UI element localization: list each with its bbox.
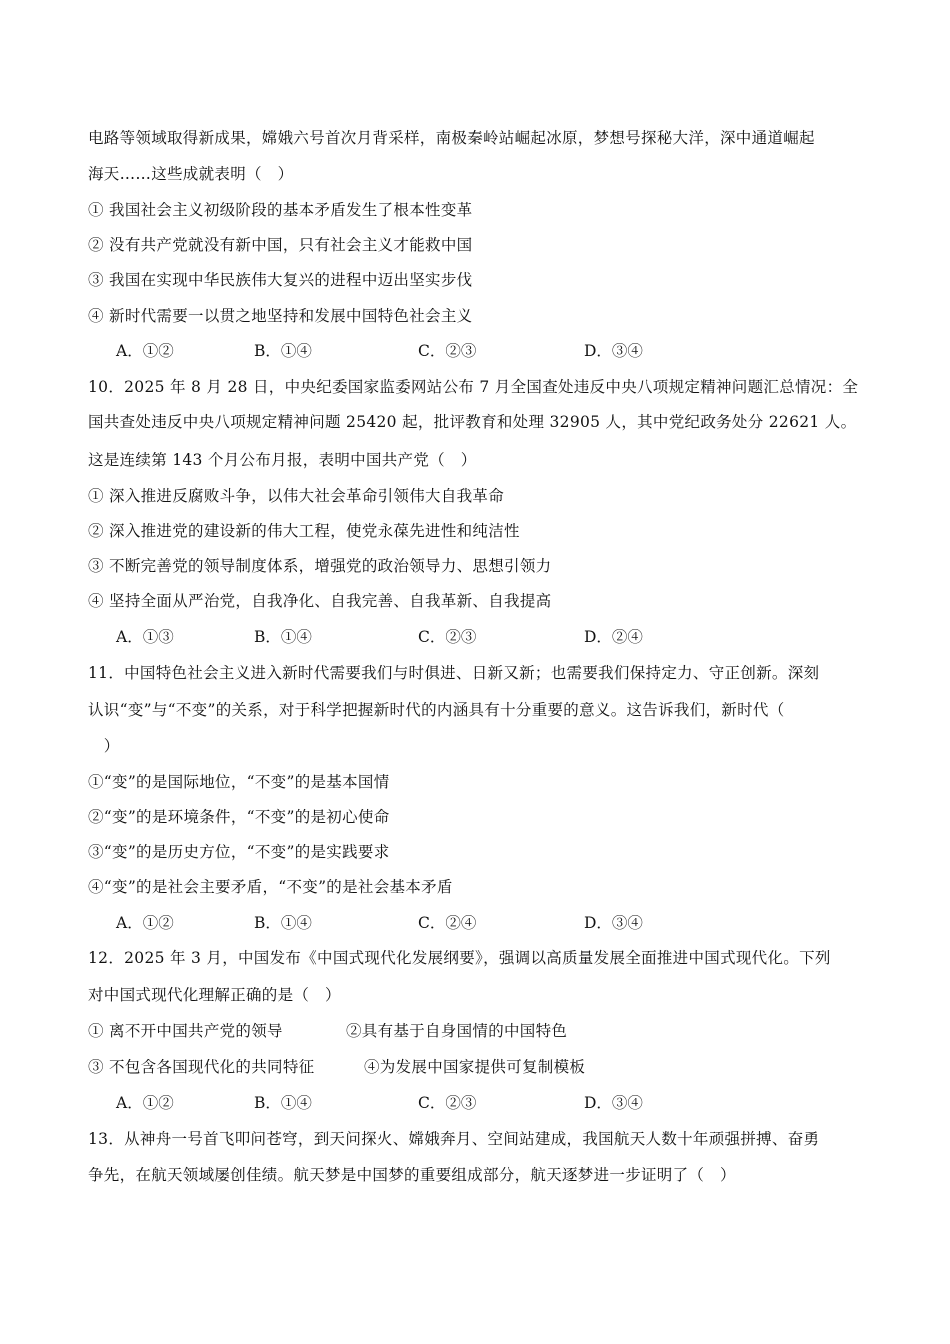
q9-option-a[interactable]: A．①② [116, 342, 174, 360]
q10-option-c[interactable]: C．②③ [418, 628, 477, 646]
q12-stem-line-1: 12．2025 年 3 月，中国发布《中国式现代化发展纲要》，强调以高质量发展全面推进中国式现代化。下列 [88, 949, 831, 967]
q11-options [88, 913, 878, 933]
q11-item-4: ④“变”的是社会主要矛盾，“不变”的是社会基本矛盾 [88, 878, 453, 896]
q10-item-2: ② 深入推进党的建设新的伟大工程，使党永葆先进性和纯洁性 [88, 522, 520, 540]
q10-item-3: ③ 不断完善党的领导制度体系，增强党的政治领导力、思想引领力 [88, 557, 552, 575]
q9-item-4: ④ 新时代需要一以贯之地坚持和发展中国特色社会主义 [88, 307, 473, 325]
q11-option-c[interactable]: C．②④ [418, 914, 477, 932]
q11-stem-line-2: 认识“变”与“不变”的关系，对于科学把握新时代的内涵具有十分重要的意义。这告诉我们，新时代（ [88, 701, 785, 719]
q10-option-b[interactable]: B．①④ [254, 628, 312, 646]
q9-option-b[interactable]: B．①④ [254, 342, 312, 360]
q11-stem-line-1: 11．中国特色社会主义进入新时代需要我们与时俱进、日新又新；也需要我们保持定力、守正创新。深刻 [88, 664, 820, 682]
q9-option-c[interactable]: C．②③ [418, 342, 477, 360]
q11-option-b[interactable]: B．①④ [254, 914, 312, 932]
q11-item-2: ②“变”的是环境条件，“不变”的是初心使命 [88, 808, 390, 826]
q9-item-1: ① 我国社会主义初级阶段的基本矛盾发生了根本性变革 [88, 201, 473, 219]
q11-stem-line-3: ） [88, 737, 120, 755]
q12-option-a[interactable]: A．①② [116, 1094, 174, 1112]
q10-item-4: ④ 坚持全面从严治党，自我净化、自我完善、自我革新、自我提高 [88, 592, 552, 610]
q12-items-row-2 [88, 1057, 878, 1077]
q12-option-c[interactable]: C．②③ [418, 1094, 477, 1112]
q12-item-2: ②具有基于自身国情的中国特色 [346, 1022, 568, 1040]
q10-option-d[interactable]: D．②④ [584, 628, 643, 646]
q10-stem-line-1: 10．2025 年 8 月 28 日，中央纪委国家监委网站公布 7 月全国查处违反中央八项规定精神问题汇总情况：全 [88, 378, 859, 396]
q9-stem-line-1: 电路等领域取得新成果，嫦娥六号首次月背采样，南极秦岭站崛起冰原，梦想号探秘大洋，深中通道崛起 [88, 129, 815, 147]
q9-item-3: ③ 我国在实现中华民族伟大复兴的进程中迈出坚实步伐 [88, 271, 473, 289]
q13-stem-line-2: 争先，在航天领域屡创佳绩。航天梦是中国梦的重要组成部分，航天逐梦进一步证明了（ ） [88, 1166, 736, 1184]
q12-option-d[interactable]: D．③④ [584, 1094, 643, 1112]
q10-stem-line-3: 这是连续第 143 个月公布月报，表明中国共产党（ ） [88, 451, 477, 469]
q12-stem-line-2: 对中国式现代化理解正确的是（ ） [88, 986, 341, 1004]
q9-option-d[interactable]: D．③④ [584, 342, 643, 360]
q9-stem-line-2: 海天……这些成就表明（ ） [88, 165, 294, 183]
q12-options [88, 1093, 878, 1113]
q10-item-1: ① 深入推进反腐败斗争，以伟大社会革命引领伟大自我革命 [88, 487, 505, 505]
q12-item-4: ④为发展中国家提供可复制模板 [364, 1058, 586, 1076]
q12-option-b[interactable]: B．①④ [254, 1094, 312, 1112]
q12-items-row-1 [88, 1021, 878, 1041]
q9-options [88, 341, 878, 361]
q9-item-2: ② 没有共产党就没有新中国，只有社会主义才能救中国 [88, 236, 473, 254]
q10-stem-line-2: 国共查处违反中央八项规定精神问题 25420 起，批评教育和处理 32905 人，其中党纪政务处分 22621 人。 [88, 413, 857, 431]
q12-item-1: ① 离不开中国共产党的领导 [88, 1022, 283, 1040]
q10-option-a[interactable]: A．①③ [116, 628, 174, 646]
q11-item-1: ①“变”的是国际地位，“不变”的是基本国情 [88, 773, 390, 791]
q11-item-3: ③“变”的是历史方位，“不变”的是实践要求 [88, 843, 390, 861]
q10-options [88, 627, 878, 647]
q13-stem-line-1: 13．从神舟一号首飞叩问苍穹，到天问探火、嫦娥奔月、空间站建成，我国航天人数十年顽强拼搏、奋勇 [88, 1130, 820, 1148]
q11-option-a[interactable]: A．①② [116, 914, 174, 932]
q11-option-d[interactable]: D．③④ [584, 914, 643, 932]
q12-item-3: ③ 不包含各国现代化的共同特征 [88, 1058, 315, 1076]
